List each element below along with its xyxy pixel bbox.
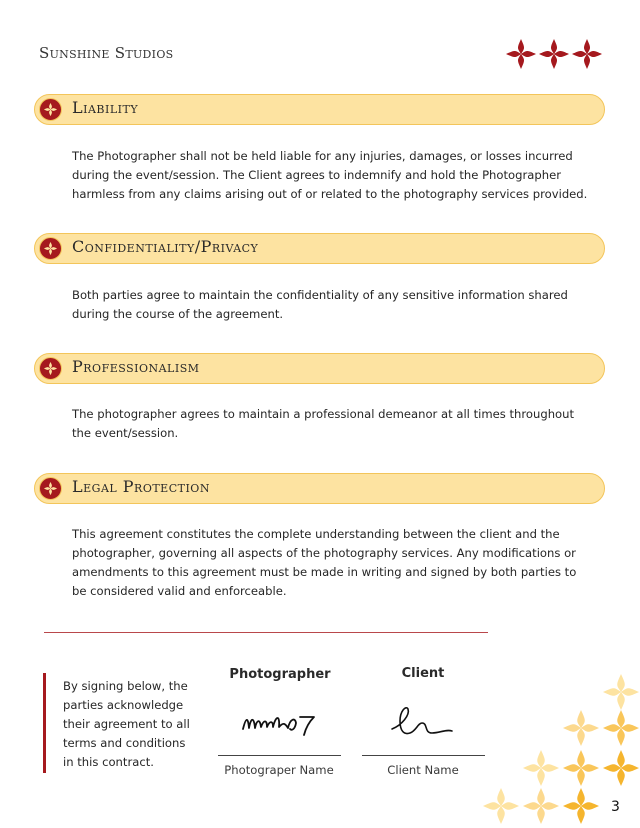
photographer-signature xyxy=(240,707,320,741)
section-body-professionalism: The photographer agrees to maintain a professional demeanor at all times throughout the event/session. xyxy=(72,407,575,440)
section-body-confidentiality: Both parties agree to maintain the confidentiality of any sensitive information shared during the course of the agreement. xyxy=(72,288,568,321)
section-header-liability xyxy=(34,94,605,125)
flower-bullet-icon xyxy=(39,357,62,380)
section-header-professionalism xyxy=(34,353,605,384)
sign-accent-bar xyxy=(43,673,46,773)
section-body-liability: The Photographer shall not be held liable for any injuries, damages, or losses incurred during the event/session. The Client agrees to indemnify and hold the Photographer harmless from any claims arising out of or related to the photography services provided. xyxy=(72,149,588,201)
client-label: Client xyxy=(401,666,445,681)
brand-name: Sunshine Studios xyxy=(39,44,174,62)
client-signature xyxy=(388,703,460,741)
divider xyxy=(44,632,488,633)
flower-bullet-icon xyxy=(39,477,62,500)
client-name-caption: Client Name xyxy=(387,763,459,777)
page-number: 3 xyxy=(611,799,620,815)
client-signature-line xyxy=(362,755,485,756)
section-header-legal-protection xyxy=(34,473,605,504)
section-title: Confidentiality/Privacy xyxy=(72,237,259,256)
section-title: Professionalism xyxy=(72,357,200,376)
signing-note: By signing below, the parties acknowledge their agreement to all terms and conditions in this contract. xyxy=(63,679,190,769)
section-header-confidentiality xyxy=(34,233,605,264)
photographer-signature-line xyxy=(218,755,341,756)
section-body-legal-protection: This agreement constitutes the complete understanding between the client and the photographer, governing all aspects of the photography services. Any modifications or amendments to this agreement must be made in writing and signed by both parties to be considered valid and enforceable. xyxy=(72,527,577,598)
photographer-name-caption: Photograper Name xyxy=(224,763,334,777)
photographer-label: Photographer xyxy=(229,667,331,682)
section-title: Legal Protection xyxy=(72,477,210,496)
flower-bullet-icon xyxy=(39,98,62,121)
flower-bullet-icon xyxy=(39,237,62,260)
brand-flower-icon xyxy=(504,37,604,71)
section-title: Liability xyxy=(72,98,139,117)
